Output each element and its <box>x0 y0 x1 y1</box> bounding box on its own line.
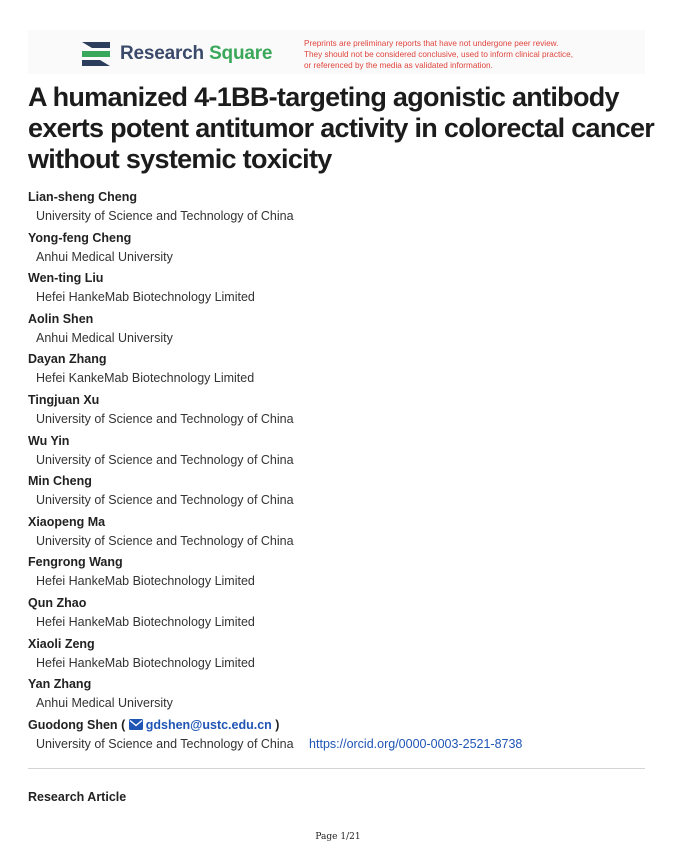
author-affiliation: Hefei HankeMab Biotechnology Limited <box>36 614 255 629</box>
orcid-link[interactable]: https://orcid.org/0000-0003-2521-8738 <box>309 736 523 751</box>
author-entry <box>28 391 658 432</box>
title-line: exerts potent antitumor activity in colorectal cancer <box>28 113 655 143</box>
logo-wordmark <box>120 43 272 65</box>
logo-text-accent: Square <box>209 43 273 64</box>
author-name: Xiaoli Zeng <box>28 636 95 651</box>
author-affiliation: Hefei KankeMab Biotechnology Limited <box>36 371 255 386</box>
corresponding-author-name-line <box>28 716 658 734</box>
envelope-icon <box>129 719 143 730</box>
author-entry <box>28 675 658 716</box>
author-entry <box>28 350 658 391</box>
author-affiliation: Hefei HankeMab Biotechnology Limited <box>36 574 255 589</box>
author-affiliation: University of Science and Technology of China <box>36 493 294 508</box>
author-entry <box>28 310 658 351</box>
author-affiliation: University of Science and Technology of China <box>36 452 294 467</box>
author-affiliation: Hefei HankeMab Biotechnology Limited <box>36 290 255 305</box>
research-square-logo[interactable] <box>80 40 272 68</box>
disclaimer-line: Preprints are preliminary reports that have not undergone peer review. <box>304 39 559 48</box>
paper-title <box>28 82 658 175</box>
author-name: Wen-ting Liu <box>28 271 104 286</box>
email-wrapper <box>121 718 279 732</box>
author-affiliation: Anhui Medical University <box>36 249 173 264</box>
author-entry <box>28 594 658 635</box>
logo-text-main: Research <box>120 43 204 64</box>
author-name: Dayan Zhang <box>28 352 107 367</box>
title-line: A humanized 4-1BB-targeting agonistic antibody <box>28 82 619 112</box>
section-divider <box>28 768 645 769</box>
author-name: Tingjuan Xu <box>28 392 100 407</box>
author-entry <box>28 188 658 229</box>
author-name: Lian-sheng Cheng <box>28 190 138 204</box>
author-name: Fengrong Wang <box>28 555 123 570</box>
author-name: Aolin Shen <box>28 311 94 326</box>
author-name: Guodong Shen <box>28 717 118 732</box>
disclaimer-line: or referenced by the media as validated information. <box>304 61 493 70</box>
title-line: without systemic toxicity <box>28 144 332 174</box>
author-list <box>28 188 658 756</box>
email-address: gdshen@ustc.edu.cn <box>145 717 272 732</box>
corresponding-author-entry <box>28 716 658 757</box>
author-entry <box>28 229 658 270</box>
author-entry <box>28 432 658 473</box>
author-entry <box>28 472 658 513</box>
author-affiliation: University of Science and Technology of China <box>36 209 294 223</box>
open-paren: ( <box>121 717 126 732</box>
preprint-disclaimer <box>304 38 624 71</box>
author-entry <box>28 513 658 554</box>
author-name: Xiaopeng Ma <box>28 514 106 529</box>
research-square-logo-icon <box>80 40 112 68</box>
author-entry <box>28 635 658 676</box>
email-link[interactable] <box>129 718 276 732</box>
article-type: Research Article <box>28 790 127 804</box>
author-name: Yong-feng Cheng <box>28 230 132 245</box>
author-affiliation: University of Science and Technology of China <box>36 411 294 426</box>
disclaimer-line: They should not be considered conclusive, used to inform clinical practice, <box>304 50 573 59</box>
author-entry <box>28 269 658 310</box>
author-name: Min Cheng <box>28 474 92 489</box>
author-name: Wu Yin <box>28 433 70 448</box>
author-affiliation: Anhui Medical University <box>36 696 173 711</box>
author-affiliation: University of Science and Technology of China <box>36 533 294 548</box>
author-name: Yan Zhang <box>28 677 92 692</box>
author-name: Qun Zhao <box>28 595 87 610</box>
page-number: Page 1/21 <box>315 832 361 842</box>
author-affiliation: Anhui Medical University <box>36 330 173 345</box>
author-affiliation: Hefei HankeMab Biotechnology Limited <box>36 655 255 670</box>
author-affiliation: University of Science and Technology of China <box>36 736 294 751</box>
author-entry <box>28 553 658 594</box>
corresponding-author-affiliation-line <box>28 734 658 754</box>
close-paren: ) <box>275 717 280 732</box>
